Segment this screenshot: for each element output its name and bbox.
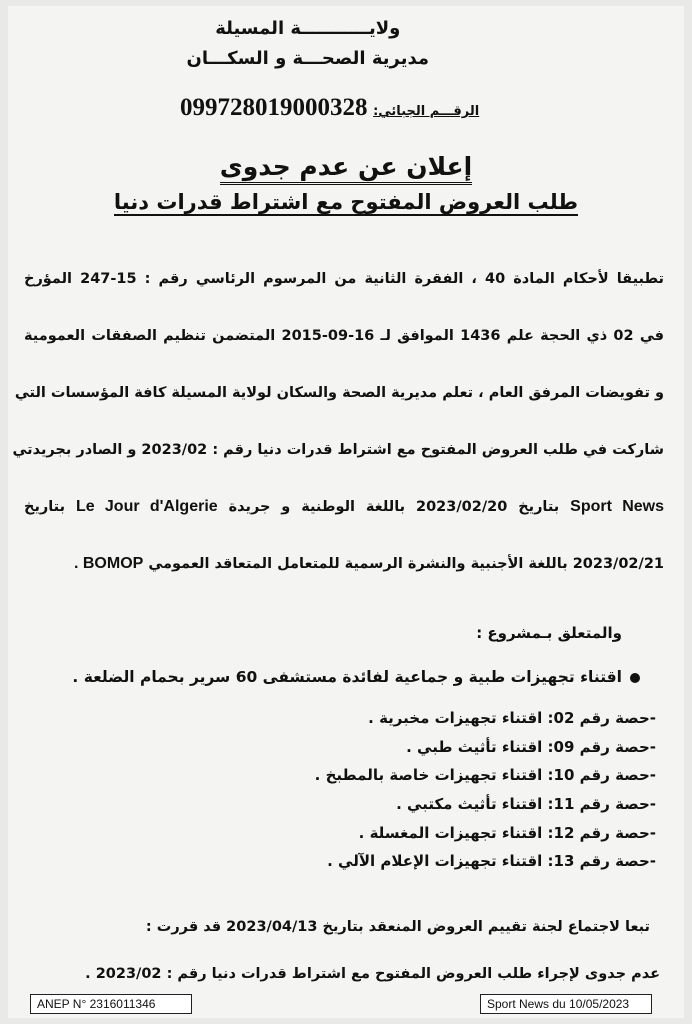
body-line: تطبيقا لأحكام المادة 40 ، الفقرة الثانية من المرسوم الرئاسي رقم : 15-247 المؤرخ bbox=[24, 271, 665, 287]
announcement-page bbox=[8, 6, 684, 1018]
lot-item: -حصة رقم 10: اقتناء تجهيزات خاصة بالمطبخ . bbox=[314, 766, 656, 785]
tax-reference-number: 099728019000328 bbox=[180, 94, 368, 121]
unsuccessful-declaration: عدم جدوى لإجراء طلب العروض المفتوح مع اشتراط قدرات دنيا رقم : 2023/02 . bbox=[85, 966, 660, 982]
body-line bbox=[24, 549, 664, 606]
announcement-body bbox=[12, 264, 665, 606]
body-line: شاركت في طلب العروض المفتوح مع اشتراط قدرات دنيا رقم : 2023/02 و الصادر بجريدتي bbox=[12, 442, 664, 458]
announcement-subtitle: طلب العروض المفتوح مع اشتراط قدرات دنيا bbox=[113, 190, 579, 214]
body-line bbox=[24, 492, 664, 549]
lot-item: -حصة رقم 13: اقتناء تجهيزات الإعلام الآلي . bbox=[327, 852, 656, 871]
source-newspaper-box: Sport News du 10/05/2023 bbox=[480, 994, 652, 1014]
newspaper-sport-news: Sport News bbox=[570, 498, 664, 515]
lot-item: -حصة رقم 12: اقتناء تجهيزات المغسلة . bbox=[358, 823, 656, 842]
announcement-title: إعلان عن عدم جدوى bbox=[8, 152, 684, 181]
directorate-name: مديرية الصحـــة و السكـــان bbox=[186, 48, 429, 69]
lots-list bbox=[315, 704, 656, 876]
project-intro: والمتعلق بـمشروع : bbox=[476, 624, 622, 642]
newspaper-le-jour: Le Jour d'Algerie bbox=[75, 498, 218, 515]
body-line-text: بتاريخ bbox=[24, 499, 66, 515]
tax-reference-label: الرقـــم الجبائي: bbox=[373, 104, 480, 119]
committee-decision-intro: تبعا لاجتماع لجنة تقييم العروض المنعقد بتاريخ 2023/04/13 قد قررت : bbox=[145, 919, 650, 935]
anep-number-box: ANEP N° 2316011346 bbox=[30, 994, 192, 1014]
lot-item: -حصة رقم 11: اقتناء تأثيث مكتبي . bbox=[396, 795, 656, 814]
project-title: اقتناء تجهيزات طبية و جماعية لفائدة مستشفى 60 سرير بحمام الضلعة . bbox=[72, 668, 640, 686]
body-line: و تفويضات المرفق العام ، تعلم مديرية الصحة والسكان لولاية المسيلة كافة المؤسسات التي bbox=[14, 385, 664, 401]
lot-item: -حصة رقم 09: اقتناء تأثيث طبي . bbox=[406, 737, 656, 756]
tax-reference bbox=[180, 94, 540, 122]
issuer-header bbox=[187, 14, 429, 74]
bomop-label: BOMOP . bbox=[73, 555, 144, 572]
lot-item: -حصة رقم 02: اقتناء تجهيزات مخبرية . bbox=[368, 709, 656, 727]
body-line-text: 2023/02/21 باللغة الأجنبية والنشرة الرسمية للمتعامل المتعاقد العمومي bbox=[148, 556, 664, 572]
body-line-text: بتاريخ 2023/02/20 باللغة الوطنية و جريدة bbox=[228, 499, 560, 515]
bullet-icon bbox=[630, 673, 640, 683]
body-line: في 02 ذي الحجة علم 1436 الموافق لـ 16-09-2015 المتضمن تنظيم الصفقات العمومية bbox=[24, 328, 664, 344]
wilaya-name: ولايـــــــــــة المسيلة bbox=[215, 18, 401, 39]
